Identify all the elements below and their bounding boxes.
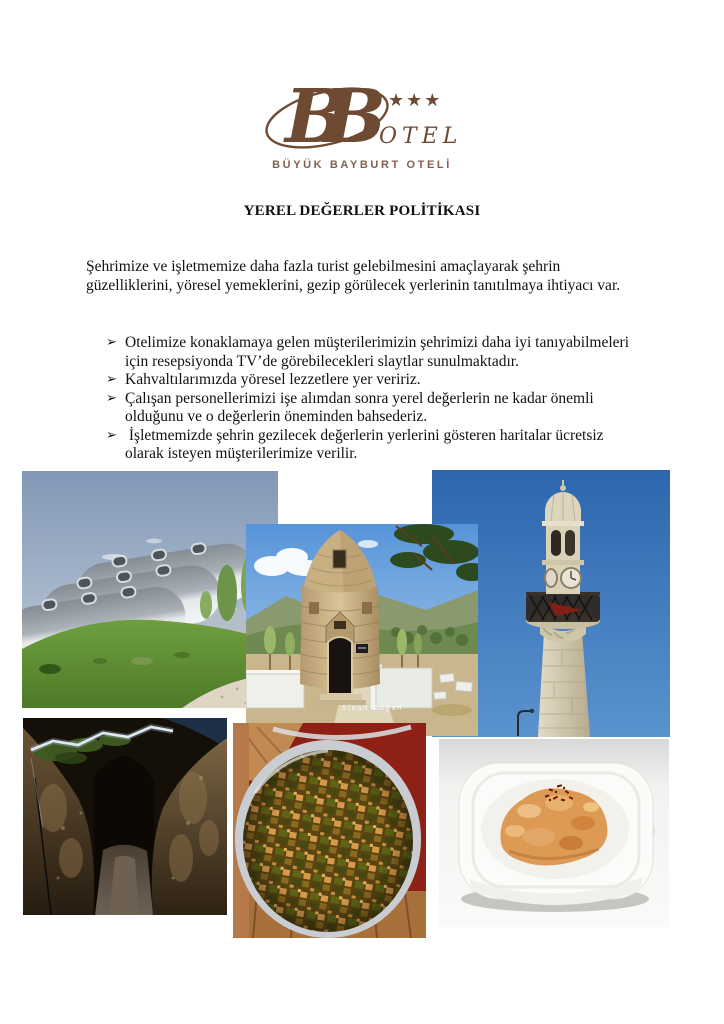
museum-photo-graphic: [22, 471, 278, 708]
hotel-logo-graphic: [257, 76, 467, 156]
arrow-bullet-icon: ➢: [106, 372, 117, 387]
list-item: [106, 390, 638, 427]
list-item-text: Çalışan personellerimizi işe alımdan sonra yerel değerlerin ne kadar önemli olduğunu ve o değerlerin öneminden bahsederiz.: [125, 389, 598, 425]
list-item-text: İşletmemizde şehrin gezilecek değerlerin yerlerini gösteren haritalar ücretsiz olarak isteyen müşterilerimize verilir.: [125, 426, 608, 462]
photo-watermark: Sinan Doğan: [342, 704, 404, 712]
logo-monogram: BB: [285, 76, 363, 156]
logo-caption: BÜYÜK BAYBURT OTELİ: [272, 159, 452, 171]
logo-otel-script: OTEL: [379, 124, 463, 149]
list-item-text: Otelimize konaklamaya gelen müşterilerimizin şehrimizi daha iyi tanıyabilmeleri için resepsiyonda TV’de görebilecekleri slaytlar sunulmaktadır.: [125, 334, 633, 370]
arrow-bullet-icon: ➢: [106, 427, 117, 443]
arrow-bullet-icon: ➢: [106, 390, 117, 406]
photo-baksi-museum: [22, 471, 278, 708]
list-item: [106, 371, 638, 390]
intro-paragraph: Şehrimize ve işletmemize daha fazla turist gelebilmesini amaçlayarak şehrin güzelliklerini, yöresel yemeklerini, gezip görülecek yerlerinin tanıtılmaya ihtiyacı var.: [86, 258, 621, 294]
plate-photo-graphic: [439, 739, 669, 927]
hotel-logo: [0, 76, 724, 171]
policy-bullet-list: [106, 334, 638, 464]
photo-sarma-tray: [233, 723, 426, 938]
photo-cave-passage: [23, 718, 227, 915]
kumbet-photo-graphic: [246, 524, 478, 736]
list-item-text: Kahvaltılarımızda yöresel lezzetlere yer veririz.: [125, 371, 421, 388]
arrow-bullet-icon: ➢: [106, 335, 117, 350]
photo-local-dish-plate: [439, 739, 669, 927]
list-item: [106, 334, 638, 371]
list-item: [106, 427, 638, 464]
photo-kumbet-tomb: [246, 524, 478, 736]
page-title: YEREL DEĞERLER POLİTİKASI: [243, 203, 481, 219]
three-stars-icon: ★★★: [388, 90, 443, 111]
cave-photo-graphic: [23, 718, 227, 915]
tray-photo-graphic: [233, 723, 426, 938]
